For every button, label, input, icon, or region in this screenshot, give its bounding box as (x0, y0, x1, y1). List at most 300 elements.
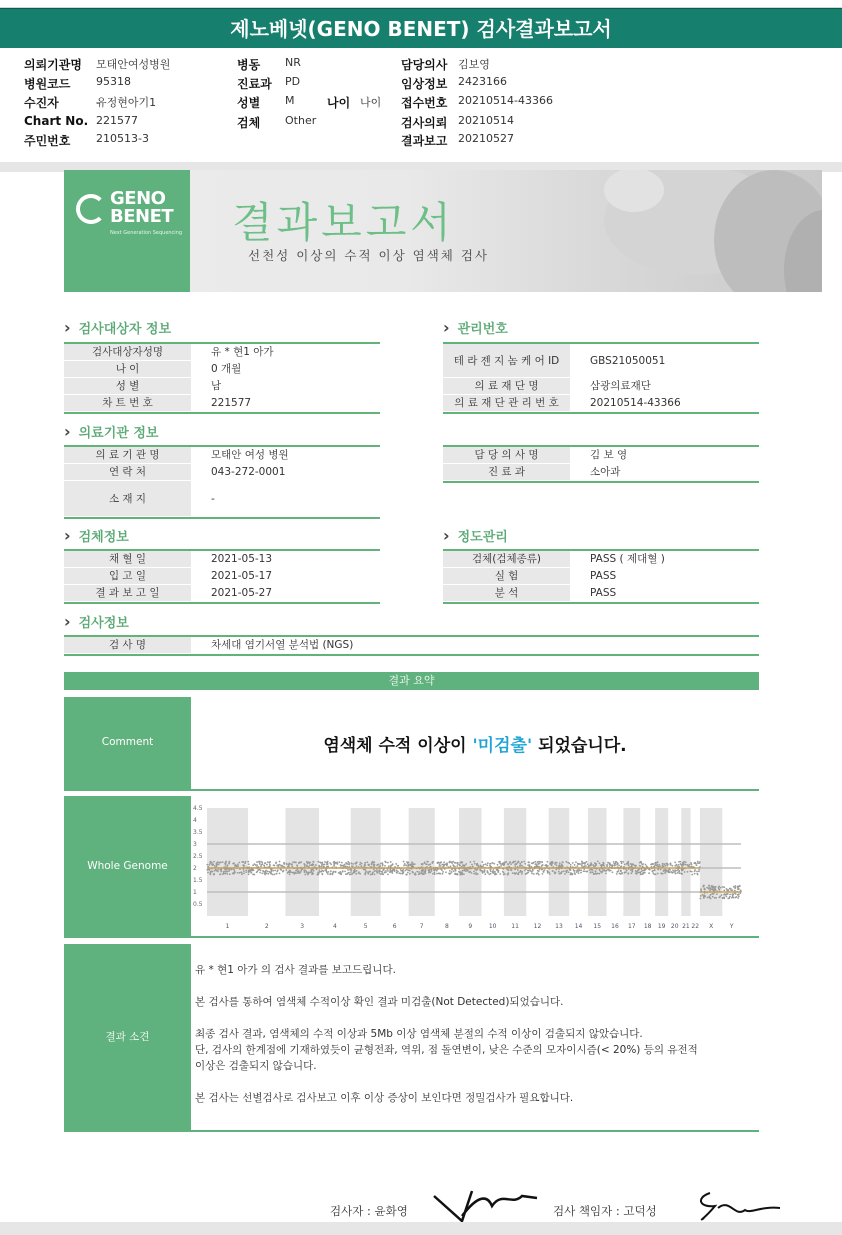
info-label: 주민번호 (24, 134, 71, 148)
data-point (256, 864, 258, 866)
data-point (538, 870, 540, 872)
data-point (606, 870, 608, 872)
row-key: 의 료 재 단 명 (443, 378, 570, 394)
data-point (412, 871, 414, 873)
data-point (420, 870, 422, 872)
banner (64, 170, 822, 292)
data-point (615, 861, 617, 863)
data-point (517, 861, 519, 863)
data-point (243, 870, 245, 872)
data-point (473, 873, 475, 875)
data-point (691, 866, 693, 868)
data-point (579, 863, 581, 865)
x-tick-label: Y (729, 923, 734, 930)
x-tick-label: 11 (511, 923, 519, 930)
data-point (684, 871, 686, 873)
data-point (612, 871, 614, 873)
x-tick-label: 2 (264, 923, 269, 930)
data-point (493, 863, 495, 865)
row-value: GBS21050051 (590, 355, 666, 367)
data-point (344, 864, 346, 866)
data-point (574, 870, 576, 872)
comment-pre: 염색체 수적 이상이 (323, 736, 473, 756)
data-point (256, 861, 258, 863)
data-point (238, 862, 240, 864)
data-point (714, 897, 716, 899)
data-point (395, 863, 397, 865)
y-tick-label: 2 (193, 865, 197, 872)
data-point (271, 868, 273, 870)
y-tick-label: 1 (193, 889, 197, 896)
data-point (294, 872, 296, 874)
data-point (391, 864, 393, 866)
data-point (309, 861, 311, 863)
data-point (576, 871, 578, 873)
data-point (510, 869, 512, 871)
data-point (481, 861, 483, 863)
info-label: 나이 (327, 96, 351, 110)
data-point (241, 873, 243, 875)
data-point (500, 865, 502, 867)
genome-label: Whole Genome (64, 796, 191, 936)
data-point (349, 873, 351, 875)
data-point (239, 872, 241, 874)
top-border (0, 0, 842, 8)
data-point (504, 873, 506, 875)
data-point (416, 871, 418, 873)
info-value: 20210514-43366 (458, 94, 553, 107)
data-point (298, 870, 300, 872)
section-title-subject: › 검사대상자 정보 (64, 318, 171, 337)
data-point (216, 865, 218, 867)
chromosome-band (623, 808, 640, 916)
data-point (568, 862, 570, 864)
data-point (403, 861, 405, 863)
data-point (408, 861, 410, 863)
data-point (711, 888, 713, 890)
info-value: Other (285, 114, 317, 127)
data-point (234, 871, 236, 873)
x-tick-label: 22 (691, 923, 700, 930)
data-point (531, 862, 533, 864)
info-value: 김보영 (458, 58, 490, 71)
data-point (341, 862, 343, 864)
data-point (484, 869, 486, 871)
data-point (476, 864, 478, 866)
data-point (292, 872, 294, 874)
data-point (715, 886, 717, 888)
data-point (636, 871, 638, 873)
data-point (300, 870, 302, 872)
data-point (313, 870, 315, 872)
data-point (599, 870, 601, 872)
bottom-band (0, 1222, 842, 1235)
data-point (454, 873, 456, 875)
data-point (663, 865, 665, 867)
data-point (237, 872, 239, 874)
result-line: 단, 검사의 한계점에 기재하였듯이 균형전좌, 역위, 점 돌연변이, 낮은 수준의 모자이시즘(< 20%) 등의 유전적 (195, 1044, 698, 1056)
data-point (530, 870, 532, 872)
x-tick-label: 5 (363, 923, 368, 930)
data-point (504, 862, 506, 864)
table-row (443, 395, 759, 412)
data-point (642, 872, 644, 874)
data-point (225, 864, 227, 866)
row-key: 결 과 보 고 일 (64, 585, 191, 601)
data-point (531, 873, 533, 875)
data-point (577, 863, 579, 865)
data-point (359, 864, 361, 866)
row-value: PASS ( 제대혈 ) (590, 553, 665, 565)
data-point (223, 871, 225, 873)
data-point (734, 887, 736, 889)
table-row (64, 637, 759, 654)
data-point (342, 865, 344, 867)
data-point (272, 870, 274, 872)
data-point (499, 861, 501, 863)
data-point (538, 874, 540, 876)
tester-label: 검사자 : (330, 1204, 375, 1218)
data-point (566, 871, 568, 873)
table-row (64, 378, 380, 395)
data-point (537, 861, 539, 863)
data-point (396, 872, 398, 874)
section-title-test: › 검사정보 (64, 612, 129, 631)
data-point (277, 869, 279, 871)
data-point (266, 864, 268, 866)
data-point (556, 864, 558, 866)
data-point (270, 870, 272, 872)
data-point (259, 872, 261, 874)
row-value: 모태안 여성 병원 (211, 449, 289, 461)
table-row (443, 464, 759, 481)
data-point (261, 863, 263, 865)
data-point (507, 869, 509, 871)
data-point (450, 873, 452, 875)
data-point (613, 861, 615, 863)
data-point (527, 861, 529, 863)
data-point (340, 864, 342, 866)
data-point (708, 887, 710, 889)
data-point (590, 862, 592, 864)
data-point (486, 871, 488, 873)
data-point (331, 874, 333, 876)
header-info (0, 52, 842, 162)
data-point (738, 895, 740, 897)
qc-table (443, 549, 759, 604)
data-point (648, 872, 650, 874)
y-tick-label: 3.5 (193, 829, 203, 836)
data-point (384, 865, 386, 867)
data-point (729, 888, 731, 890)
data-point (512, 872, 514, 874)
data-point (659, 866, 661, 868)
data-point (283, 862, 285, 864)
data-point (296, 865, 298, 867)
chromosome-band (351, 808, 381, 916)
row-value: PASS (590, 570, 617, 582)
data-point (428, 870, 430, 872)
data-point (216, 870, 218, 872)
data-point (482, 872, 484, 874)
data-point (248, 871, 250, 873)
data-point (618, 865, 620, 867)
data-point (657, 866, 659, 868)
data-point (224, 873, 226, 875)
row-value: 2021-05-17 (211, 570, 273, 582)
data-point (635, 870, 637, 872)
y-tick-label: 4 (193, 817, 197, 824)
data-point (519, 863, 521, 865)
row-key: 차 트 번 호 (64, 395, 191, 411)
data-point (329, 862, 331, 864)
data-point (381, 871, 383, 873)
data-point (222, 861, 224, 863)
logo-mark-icon (76, 194, 106, 224)
data-point (206, 864, 208, 866)
chief-name: 고덕성 (623, 1204, 657, 1218)
info-label: 접수번호 (401, 96, 448, 110)
info-value: 유정현아기1 (96, 96, 157, 109)
data-point (330, 870, 332, 872)
data-point (272, 874, 274, 876)
row-value: 차세대 염기서열 분석법 (NGS) (211, 639, 354, 651)
data-point (684, 864, 686, 866)
summary-header: 결과 요약 (64, 672, 759, 690)
data-point (723, 896, 725, 898)
row-value: 20210514-43366 (590, 397, 681, 409)
data-point (326, 862, 328, 864)
data-point (424, 871, 426, 873)
data-point (490, 870, 492, 872)
data-point (245, 871, 247, 873)
data-point (592, 871, 594, 873)
data-point (698, 870, 700, 872)
data-point (250, 872, 252, 874)
section-title-hospital: › 의료기관 정보 (64, 422, 158, 441)
data-point (620, 870, 622, 872)
data-point (442, 871, 444, 873)
data-point (483, 864, 485, 866)
data-point (631, 871, 633, 873)
data-point (471, 872, 473, 874)
data-point (260, 861, 262, 863)
data-point (347, 863, 349, 865)
data-point (690, 862, 692, 864)
data-point (252, 864, 254, 866)
x-tick-label: 7 (419, 923, 424, 930)
data-point (711, 887, 713, 889)
data-point (307, 874, 309, 876)
data-point (328, 871, 330, 873)
data-point (283, 870, 285, 872)
data-point (562, 861, 564, 863)
data-point (354, 862, 356, 864)
report-title: 제노베넷(GENO BENET) 검사결과보고서 (0, 8, 842, 48)
data-point (718, 896, 720, 898)
data-point (521, 871, 523, 873)
data-point (376, 870, 378, 872)
data-point (350, 869, 352, 871)
data-point (440, 862, 442, 864)
table-row (64, 361, 380, 378)
row-value: PASS (590, 587, 617, 599)
y-tick-label: 2.5 (193, 853, 203, 860)
specimen-table (64, 549, 380, 604)
data-point (364, 862, 366, 864)
data-point (438, 865, 440, 867)
data-point (382, 873, 384, 875)
data-point (664, 869, 666, 871)
data-point (654, 862, 656, 864)
data-point (461, 872, 463, 874)
data-point (640, 873, 642, 875)
data-point (622, 861, 624, 863)
data-point (355, 873, 357, 875)
data-point (363, 869, 365, 871)
data-point (356, 865, 358, 867)
data-point (320, 871, 322, 873)
data-point (228, 861, 230, 863)
data-point (437, 862, 439, 864)
data-point (337, 863, 339, 865)
data-point (450, 865, 452, 867)
data-point (371, 863, 373, 865)
data-point (432, 873, 434, 875)
data-point (265, 870, 267, 872)
data-point (344, 870, 346, 872)
data-point (258, 861, 260, 863)
data-point (456, 865, 458, 867)
data-point (574, 864, 576, 866)
data-point (304, 871, 306, 873)
data-point (515, 863, 517, 865)
data-point (715, 889, 717, 891)
data-point (299, 871, 301, 873)
data-point (572, 862, 574, 864)
data-point (603, 869, 605, 871)
data-point (546, 870, 548, 872)
result-text (195, 962, 698, 1122)
tester-signature-mark (432, 1186, 542, 1226)
data-point (283, 866, 285, 868)
data-point (708, 885, 710, 887)
data-point (469, 871, 471, 873)
data-point (317, 861, 319, 863)
logo (64, 170, 190, 292)
data-point (347, 869, 349, 871)
row-key: 진 료 과 (443, 464, 570, 480)
data-point (621, 862, 623, 864)
data-point (551, 864, 553, 866)
info-value: 221577 (96, 114, 138, 127)
info-value: 2423166 (458, 75, 507, 88)
comment-label: Comment (64, 697, 191, 789)
data-point (699, 898, 701, 900)
data-point (285, 869, 287, 871)
data-point (449, 870, 451, 872)
data-point (616, 873, 618, 875)
subject-table (64, 342, 380, 414)
data-point (474, 863, 476, 865)
data-point (542, 864, 544, 866)
data-point (737, 887, 739, 889)
data-point (452, 864, 454, 866)
table-row (64, 585, 380, 602)
data-point (462, 864, 464, 866)
data-point (602, 862, 604, 864)
data-point (611, 866, 613, 868)
data-point (434, 870, 436, 872)
data-point (590, 871, 592, 873)
data-point (305, 870, 307, 872)
data-point (712, 896, 714, 898)
data-point (587, 863, 589, 865)
data-point (245, 869, 247, 871)
data-point (261, 873, 263, 875)
data-point (499, 873, 501, 875)
data-point (244, 862, 246, 864)
section-title-qc: › 정도관리 (443, 526, 508, 545)
data-point (482, 865, 484, 867)
data-point (696, 873, 698, 875)
info-value: 210513-3 (96, 132, 149, 145)
data-point (409, 863, 411, 865)
data-point (319, 861, 321, 863)
data-point (463, 870, 465, 872)
data-point (445, 871, 447, 873)
data-point (580, 872, 582, 874)
data-point (568, 871, 570, 873)
data-point (465, 863, 467, 865)
data-point (524, 863, 526, 865)
x-tick-label: 4 (332, 923, 337, 930)
data-point (345, 873, 347, 875)
x-tick-label: 17 (627, 923, 636, 930)
data-point (558, 873, 560, 875)
data-point (264, 862, 266, 864)
data-point (438, 872, 440, 874)
data-point (208, 869, 210, 871)
info-label: 병동 (237, 58, 261, 72)
result-label: 결과 소견 (64, 944, 191, 1130)
data-point (304, 874, 306, 876)
table-row (64, 568, 380, 585)
data-point (374, 873, 376, 875)
chief-label: 검사 책임자 : (553, 1204, 624, 1218)
data-point (389, 869, 391, 871)
data-point (723, 889, 725, 891)
data-point (689, 864, 691, 866)
x-tick-label: 12 (533, 923, 542, 930)
y-tick-label: 4.5 (193, 805, 203, 812)
data-point (645, 864, 647, 866)
data-point (642, 865, 644, 867)
data-point (369, 871, 371, 873)
data-point (288, 871, 290, 873)
data-point (559, 862, 561, 864)
data-point (725, 896, 727, 898)
x-tick-label: 18 (643, 923, 652, 930)
data-point (554, 873, 556, 875)
data-point (691, 874, 693, 876)
chief-signature-mark (690, 1188, 790, 1224)
data-point (351, 873, 353, 875)
data-point (432, 861, 434, 863)
data-point (403, 865, 405, 867)
row-value: 남 (211, 380, 222, 392)
data-point (472, 866, 474, 868)
